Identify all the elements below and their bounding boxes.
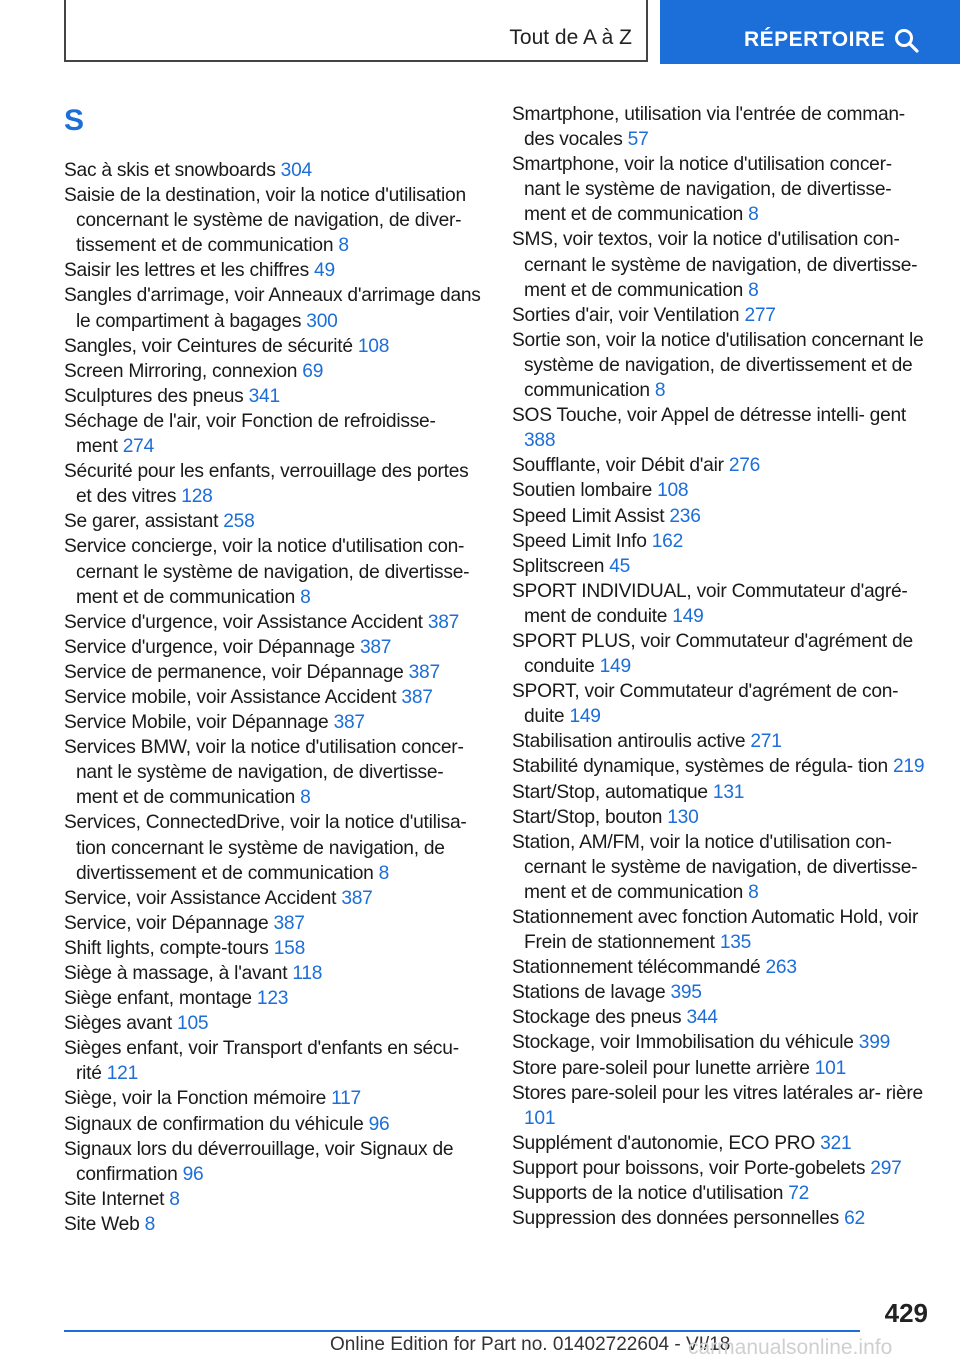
page-reference-link[interactable]: 258 xyxy=(223,511,255,533)
page-reference-link[interactable]: 108 xyxy=(657,480,689,502)
page-reference-link[interactable]: 105 xyxy=(177,1013,209,1035)
index-entry xyxy=(64,986,482,1011)
page-reference-link[interactable]: 101 xyxy=(524,1107,556,1129)
index-entry-text: Site Internet xyxy=(64,1188,170,1210)
index-entry xyxy=(64,735,482,810)
index-entry xyxy=(64,459,482,509)
page-reference-link[interactable]: 149 xyxy=(569,706,601,728)
index-entry xyxy=(64,1187,482,1212)
index-entry-text: Start/Stop, automatique xyxy=(512,781,713,803)
page-reference-link[interactable]: 388 xyxy=(524,430,556,452)
index-entry xyxy=(512,453,930,478)
index-entry xyxy=(64,936,482,961)
index-entry-text: Suppression des données personnelles xyxy=(512,1208,845,1230)
index-entry-text: Sortie son, voir la notice d'utilisation concernant le système de navigation, de divertissement et de communication xyxy=(512,329,924,402)
index-entry-text: Service concierge, voir la notice d'utilisation con‐ cernant le système de navigation, de divertisse‐ ment et de communication xyxy=(64,536,470,608)
page-reference-link[interactable]: 387 xyxy=(333,712,365,734)
page-reference-link[interactable]: 387 xyxy=(341,887,373,909)
index-entry-text: SMS, voir textos, voir la notice d'utilisation con‐ cernant le système de navigation, de divertisse‐ ment et de communication xyxy=(512,229,918,301)
index-entry-text: Sécurité pour les enfants, verrouillage des portes et des vitres xyxy=(64,461,469,508)
search-icon xyxy=(894,28,920,54)
page-reference-link[interactable]: 96 xyxy=(182,1163,204,1185)
index-entry xyxy=(512,303,930,328)
index-entry-text: Soufflante, voir Débit d'air xyxy=(512,455,729,477)
index-entry-text: SPORT INDIVIDUAL, voir Commutateur d'agré‐ ment de conduite xyxy=(512,580,908,627)
index-entry-text: SPORT PLUS, voir Commutateur d'agrément de conduite xyxy=(512,630,913,678)
index-entry xyxy=(512,905,930,955)
index-entry-text: Stockage, voir Immobilisation du véhicule xyxy=(512,1032,859,1054)
index-entry-text: Service d'urgence, voir Dépannage xyxy=(64,636,360,658)
index-entry-text: Service de permanence, voir Dépannage xyxy=(64,661,409,683)
index-entry xyxy=(512,955,930,980)
index-entry-text: Screen Mirroring, connexion xyxy=(64,360,303,382)
index-entry xyxy=(64,1086,482,1111)
page-reference-link[interactable]: 117 xyxy=(331,1088,361,1110)
index-entry xyxy=(512,504,930,529)
index-entry xyxy=(64,911,482,936)
index-entry xyxy=(512,328,930,403)
index-entry-text: Smartphone, voir la notice d'utilisation concer‐ nant le système de navigation, de divertisse‐ ment et de communication xyxy=(512,154,892,226)
index-entry-text: Sangles, voir Ceintures de sécurité xyxy=(64,335,358,357)
index-entry-text: SPORT, voir Commutateur d'agrément de con‐ duite xyxy=(512,681,899,728)
index-entry xyxy=(512,1131,930,1156)
index-entry-text: Siège, voir la Fonction mémoire xyxy=(64,1088,332,1110)
page-reference-link[interactable]: 8 xyxy=(300,586,311,608)
index-entry-text: Speed Limit Assist xyxy=(512,505,670,527)
page-reference-link[interactable]: 101 xyxy=(814,1057,847,1079)
page-reference-link[interactable]: 321 xyxy=(820,1132,852,1154)
page-reference-link[interactable]: 130 xyxy=(667,806,699,828)
page-reference-link[interactable]: 341 xyxy=(248,385,280,407)
page-reference-link[interactable]: 123 xyxy=(256,988,289,1010)
index-entry xyxy=(64,1212,482,1237)
footer-edition: Online Edition for Part no. 01402722604 - VI/18 xyxy=(330,1334,731,1355)
page-reference-link[interactable]: 304 xyxy=(280,160,312,181)
index-entry-text: Signaux de confirmation du véhicule xyxy=(64,1113,369,1135)
index-entry xyxy=(64,359,482,384)
page-reference-link[interactable]: 236 xyxy=(669,505,701,527)
page-reference-link[interactable]: 158 xyxy=(273,937,305,959)
page-reference-link[interactable]: 8 xyxy=(144,1213,156,1235)
section-letter: S xyxy=(64,104,85,137)
index-entry xyxy=(512,102,930,152)
page-reference-link[interactable]: 121 xyxy=(106,1063,139,1085)
page-reference-link[interactable]: 8 xyxy=(748,881,759,903)
index-entry xyxy=(64,334,482,359)
index-entry-text: Séchage de l'air, voir Fonction de refroidisse‐ ment xyxy=(64,410,436,458)
page-reference-link[interactable]: 395 xyxy=(670,982,702,1004)
index-entry xyxy=(64,1036,482,1086)
page-reference-link[interactable]: 131 xyxy=(712,781,745,803)
index-entry-text: Services, ConnectedDrive, voir la notice d'utilisa‐ tion concernant le système de navigation, de divertissement et de communication xyxy=(64,812,467,884)
page-reference-link[interactable]: 219 xyxy=(892,756,925,778)
index-entry-text: Splitscreen xyxy=(512,555,610,577)
index-entry xyxy=(512,227,930,302)
index-entry xyxy=(64,685,482,710)
index-entry-text: Shift lights, compte-tours xyxy=(64,937,274,959)
index-entry-text: Se garer, assistant xyxy=(64,511,224,533)
index-entry-text: Stabilisation antiroulis active xyxy=(512,731,751,753)
index-entry xyxy=(512,830,930,905)
index-entry xyxy=(512,1005,930,1030)
index-entry xyxy=(512,1030,930,1055)
index-entry-text: Speed Limit Info xyxy=(512,530,652,552)
index-entry-text: Soutien lombaire xyxy=(512,480,658,502)
index-entry xyxy=(64,509,482,534)
page-reference-link[interactable]: 8 xyxy=(338,235,349,257)
index-entry-text: Service, voir Dépannage xyxy=(64,912,274,934)
page-reference-link[interactable]: 263 xyxy=(765,957,797,979)
page-reference-link[interactable]: 49 xyxy=(314,260,335,282)
page-reference-link[interactable]: 108 xyxy=(357,335,390,357)
index-column-right xyxy=(512,102,930,1231)
index-entry xyxy=(512,1156,930,1181)
index-column-left xyxy=(64,158,482,1237)
index-entry-text: Site Web xyxy=(64,1213,145,1235)
page-reference-link[interactable]: 62 xyxy=(844,1208,865,1230)
index-entry xyxy=(512,554,930,579)
index-entry-text: Sangles d'arrimage, voir Anneaux d'arrimage dans le compartiment à bagages xyxy=(64,285,481,332)
index-entry xyxy=(64,158,482,183)
index-entry xyxy=(512,478,930,503)
index-entry-text: Sculptures des pneus xyxy=(64,385,249,407)
page-reference-link[interactable]: 274 xyxy=(122,436,155,458)
index-entry xyxy=(512,980,930,1005)
index-entry-text: Supports de la notice d'utilisation xyxy=(512,1183,789,1205)
top-navigation xyxy=(64,0,960,66)
index-entry xyxy=(512,403,930,453)
index-entry xyxy=(512,629,930,679)
footer-divider xyxy=(64,1330,860,1332)
page-reference-link[interactable]: 57 xyxy=(627,129,649,151)
index-entry xyxy=(512,805,930,830)
index-entry-text: Sièges enfant, voir Transport d'enfants en sécu‐ rité xyxy=(64,1038,459,1085)
index-entry-text: Sièges avant xyxy=(64,1013,178,1035)
tab-index-label: RÉPERTOIRE xyxy=(744,28,886,51)
page-reference-link[interactable]: 297 xyxy=(870,1157,902,1179)
index-entry-text: Service, voir Assistance Accident xyxy=(64,887,342,909)
page-reference-link[interactable]: 300 xyxy=(306,310,338,332)
page-reference-link[interactable]: 96 xyxy=(368,1113,390,1135)
index-entry xyxy=(64,660,482,685)
index-entry xyxy=(512,729,930,754)
page-reference-link[interactable]: 8 xyxy=(654,380,666,402)
page-reference-link[interactable]: 162 xyxy=(651,530,684,552)
page-reference-link[interactable]: 8 xyxy=(748,279,759,301)
index-entry-text: Signaux lors du déverrouillage, voir Signaux de confirmation xyxy=(64,1138,454,1185)
index-entry-text: Service d'urgence, voir Assistance Accident xyxy=(64,611,428,633)
page-reference-link[interactable]: 135 xyxy=(719,932,752,954)
watermark: carmanualsonline.info xyxy=(688,1336,893,1359)
index-entry-text: Support pour boissons, voir Porte-gobelets xyxy=(512,1157,871,1179)
index-entry-text: Siège enfant, montage xyxy=(64,988,257,1010)
index-entry xyxy=(64,1011,482,1036)
index-entry xyxy=(64,409,482,459)
page-reference-link[interactable]: 72 xyxy=(788,1183,810,1205)
index-entry-text: Stores pare-soleil pour les vitres latérales ar‐ rière xyxy=(512,1082,923,1104)
page-reference-link[interactable]: 271 xyxy=(750,731,782,753)
page-reference-link[interactable]: 128 xyxy=(181,486,213,508)
index-entry xyxy=(64,1112,482,1137)
page-reference-link[interactable]: 8 xyxy=(748,204,759,226)
page-reference-link[interactable]: 399 xyxy=(858,1032,891,1054)
index-entry xyxy=(64,961,482,986)
index-entry-text: Sorties d'air, voir Ventilation xyxy=(512,304,745,326)
index-entry xyxy=(512,679,930,729)
page-reference-link[interactable]: 276 xyxy=(728,455,761,477)
page-reference-link[interactable]: 8 xyxy=(300,787,311,809)
index-entry xyxy=(64,258,482,283)
tab-index[interactable] xyxy=(660,0,960,64)
index-entry-text: Stationnement avec fonction Automatic Hold, voir Frein de stationnement xyxy=(512,907,919,954)
index-entry xyxy=(64,384,482,409)
page-reference-link[interactable]: 344 xyxy=(686,1007,718,1029)
page-reference-link[interactable]: 387 xyxy=(401,686,433,708)
index-entry xyxy=(64,810,482,885)
index-entry xyxy=(64,1137,482,1187)
index-entry-text: SOS Touche, voir Appel de détresse intelli‐ gent xyxy=(512,405,907,427)
index-entry xyxy=(512,1181,930,1206)
index-entry xyxy=(64,183,482,258)
page-reference-link[interactable]: 387 xyxy=(359,636,392,658)
index-entry xyxy=(512,1206,930,1231)
index-entry xyxy=(64,534,482,609)
page-reference-link[interactable]: 387 xyxy=(273,912,305,934)
index-entry-text: Supplément d'autonomie, ECO PRO xyxy=(512,1132,821,1154)
page-reference-link[interactable]: 277 xyxy=(744,304,776,326)
index-entry xyxy=(512,152,930,227)
index-entry-text: Stationnement télécommandé xyxy=(512,957,766,979)
page-reference-link[interactable]: 8 xyxy=(169,1188,180,1210)
index-entry xyxy=(64,610,482,635)
page-number: 429 xyxy=(884,1298,928,1328)
index-entry xyxy=(64,886,482,911)
index-entry-text: Services BMW, voir la notice d'utilisation concer‐ nant le système de navigation, de divertisse‐ ment et de communication xyxy=(64,737,464,809)
index-entry xyxy=(64,283,482,333)
page-reference-link[interactable]: 8 xyxy=(378,862,390,884)
index-entry xyxy=(512,529,930,554)
index-entry-text: Stockage des pneus xyxy=(512,1007,687,1029)
index-entry-text: Service mobile, voir Assistance Accident xyxy=(64,686,402,708)
index-entry xyxy=(64,710,482,735)
index-entry-text: Saisie de la destination, voir la notice d'utilisation concernant le système de navigation, de diver‐ tissement et de communication xyxy=(64,185,466,257)
tab-a-to-z[interactable] xyxy=(64,0,648,62)
index-entry xyxy=(512,1056,930,1081)
page-reference-link[interactable]: 69 xyxy=(302,360,324,382)
page-reference-link[interactable]: 387 xyxy=(427,611,460,633)
index-entry-text: Store pare-soleil pour lunette arrière xyxy=(512,1057,815,1079)
index-entry xyxy=(64,635,482,660)
index-entry-text: Station, AM/FM, voir la notice d'utilisation con‐ cernant le système de navigation, de divertisse‐ ment et de communication xyxy=(512,831,918,903)
page-reference-link[interactable]: 149 xyxy=(672,605,704,627)
index-entry-text: Sac à skis et snowboards xyxy=(64,160,281,181)
tab-a-to-z-label: Tout de A à Z xyxy=(509,26,632,49)
page-reference-link[interactable]: 387 xyxy=(408,661,440,683)
index-entry xyxy=(512,1081,930,1131)
index-entry-text: Stabilité dynamique, systèmes de régula‐ tion xyxy=(512,756,893,778)
index-entry xyxy=(512,754,930,779)
index-entry-text: Saisir les lettres et les chiffres xyxy=(64,260,315,282)
index-entry-text: Stations de lavage xyxy=(512,982,671,1004)
page-reference-link[interactable]: 149 xyxy=(599,656,631,678)
index-entry-text: Service Mobile, voir Dépannage xyxy=(64,712,334,734)
index-entry xyxy=(512,780,930,805)
index-entry-text: Siège à massage, à l'avant xyxy=(64,963,293,984)
page-reference-link[interactable]: 45 xyxy=(609,555,631,577)
index-entry xyxy=(512,579,930,629)
index-entry-text: Smartphone, utilisation via l'entrée de comman‐ des vocales xyxy=(512,104,905,151)
index-entry-text: Start/Stop, bouton xyxy=(512,806,668,828)
page-reference-link[interactable]: 118 xyxy=(292,963,323,984)
